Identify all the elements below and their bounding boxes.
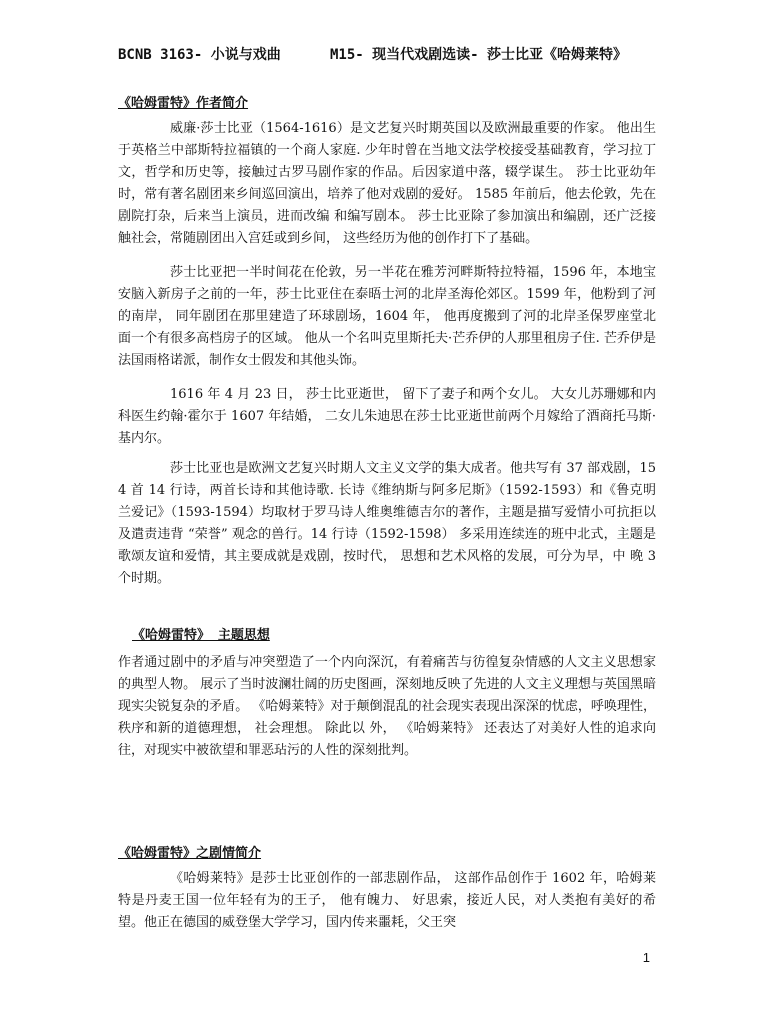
- paragraph-plot-summary: 《哈姆莱特》是莎士比亚创作的一部悲剧作品， 这部作品创作于 1602 年，哈姆莱特是丹麦王国一位年轻有为的王子， 他有魄力、 好思索，接近人民，对人类抱有美好的希望。他正在德国的威登堡大学学习，国内传来噩耗，父王突: [118, 871, 656, 930]
- section-title-plot-summary: 《哈姆雷特》之剧情简介: [118, 846, 262, 861]
- paragraph-author-works: 莎士比亚也是欧洲文艺复兴时期人文主义文学的集大成者。他共写有 37 部戏剧，154 首 14 行诗，两首长诗和其他诗歌. 长诗《维纳斯与阿多尼斯》（1592-1593）和《鲁克明兰爱记》（1593-1594）均取材于罗马诗人维奥维德吉尔的著作，主题是描写爱情小可抗拒以及遣责违背 “荣誉” 观念的兽行。14 行诗（1592-1598） 多采用连续连的班中北式，主题是歌颂友谊和爱情，其主要成就是戏剧，按时代， 思想和艺术风格的发展，可分为早，中 晚 3 个时期。: [118, 461, 656, 586]
- paragraph-author-death: 1616 年 4 月 23 日， 莎士比亚逝世， 留下了妻子和两个女儿。 大女儿苏珊娜和内科医生约翰·霍尔于 1607 年结婚， 二女儿朱迪思在莎士比亚逝世前两个月嫁给了酒商托马斯·基内尔。: [118, 387, 656, 446]
- page-number: 1: [642, 950, 650, 965]
- section-title-theme: 《哈姆雷特》 主题思想: [132, 628, 270, 643]
- section-title-author-intro: 《哈姆雷特》作者简介: [118, 96, 249, 111]
- paragraph-theme: 作者通过剧中的矛盾与冲突塑造了一个内向深沉，有着痛苦与彷徨复杂情感的人文主义思想家的典型人物。 展示了当时波澜壮阔的历史图画，深刻地反映了先进的人文主义理想与英国黑暗现实尖锐复杂的矛盾。 《哈姆莱特》对于颠倒混乱的社会现实表现出深深的忧虑，呼唤理性，秩序和新的道德理想， 社会理想。 除此以 外， 《哈姆莱特》 还表达了对美好人性的追求向往，对现实中被欲望和罪恶玷污的人性的深刻批判。: [118, 655, 656, 758]
- paragraph-author-bio: 威廉·莎士比亚（1564-1616）是文艺复兴时期英国以及欧洲最重要的作家。 他出生于英格兰中部斯特拉福镇的一个商人家庭. 少年时曾在当地文法学校接受基础教育，学习拉丁文，哲学和历史等，接触过古罗马剧作家的作品。后因家道中落，辍学谋生。 莎士比亚幼年时，常有著名剧团来乡间巡回演出，培养了他对戏剧的爱好。 1585 年前后，他去伦敦，先在剧院打杂，后来当上演员，进而改编 和编写剧本。 莎士比亚除了参加演出和编剧，还广泛接触社会，常随剧团出入宫廷或到乡间， 这些经历为他的创作打下了基础。: [118, 121, 656, 246]
- header-module-title: M15- 现当代戏剧选读- 莎士比亚《哈姆莱特》: [330, 47, 627, 63]
- header-course-title: BCNB 3163- 小说与戏曲: [118, 47, 281, 63]
- paragraph-author-residence: 莎士比亚把一半时间花在伦敦，另一半花在雅芳河畔斯特拉特福，1596 年，本地宝安脑入新房子之前的一年，莎士比亚住在泰晤士河的北岸圣海伦郊区。1599 年，他粉到了河的南岸， 同年剧团在那里建造了环球剧场，1604 年， 他再度搬到了河的北岸圣保罗座堂北面一个有很多高档房子的区域。 他从一个名叫克里斯托夫·芒乔伊的人那里租房子住. 芒乔伊是法国雨格诺派，制作女士假发和其他头饰。: [118, 265, 656, 368]
